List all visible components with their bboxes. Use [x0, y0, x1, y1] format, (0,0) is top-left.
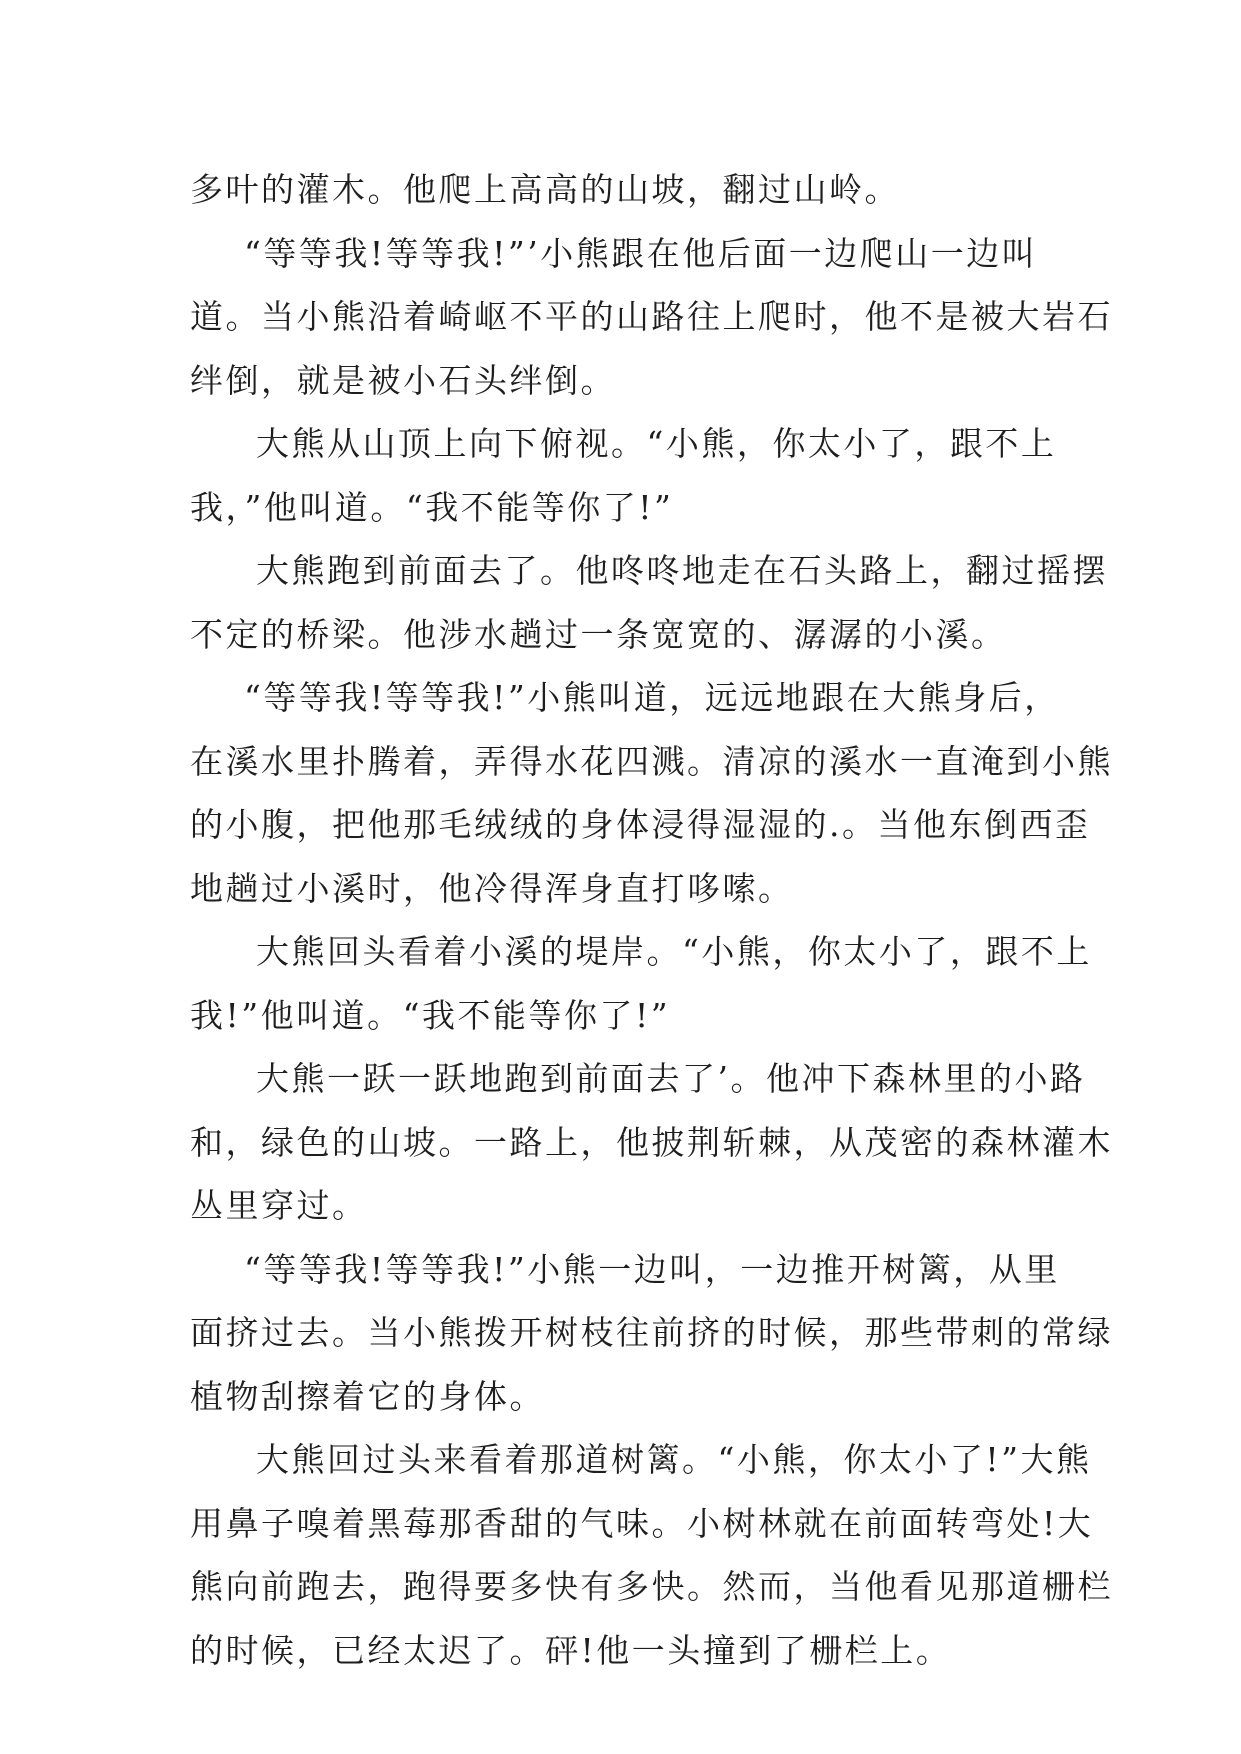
text-line: 我，”他叫道。“我不能等你了!”	[190, 487, 674, 527]
text-line: 我!”他叫道。“我不能等你了!”	[190, 995, 671, 1035]
text-line: 大熊跑到前面去了。他咚咚地走在石头路上，翻过摇摆	[256, 551, 1108, 590]
text-line: 和，绿色的山坡。一路上，他披荆斩棘，从茂密的森林灌木	[190, 1122, 1113, 1162]
text-line: 大熊一跃一跃地跑到前面去了’。他冲下森林里的小路	[256, 1059, 1086, 1098]
text-line: 多叶的灌木。他爬上高高的山坡，翻过山岭。	[190, 170, 900, 209]
text-line: 地趟过小溪时，他冷得浑身直打哆嗦。	[190, 868, 794, 908]
text-line: 大熊从山顶上向下俯视。“小熊，你太小了，跟不上	[256, 424, 1057, 463]
text-line: 大熊回过头来看着那道树篱。“小熊，你太小了!”大熊	[256, 1440, 1092, 1479]
text-line: 用鼻子嗅着黑莓那香甜的气味。小树林就在前面转弯处!大	[190, 1503, 1094, 1543]
text-line: “等等我!等等我!”小熊一边叫，一边推开树篱，从里	[244, 1249, 1060, 1289]
text-line: 道。当小熊沿着崎岖不平的山路往上爬时，他不是被大岩石	[190, 297, 1113, 336]
text-line: “等等我!等等我!”小熊叫道，远远地跟在大熊身后，	[244, 678, 1060, 717]
text-line: 熊向前跑去，跑得要多快有多快。然而，当他看见那道栅栏	[190, 1567, 1113, 1606]
text-line: 大熊回头看着小溪的堤岸。“小熊，你太小了，跟不上	[256, 932, 1092, 971]
text-line: 面挤过去。当小熊拨开树枝往前挤的时候，那些带刺的常绿	[190, 1313, 1113, 1352]
text-line: 的小腹，把他那毛绒绒的身体浸得湿湿的.。当他东倒西歪	[190, 805, 1091, 844]
story-text	[190, 158, 1113, 1682]
text-line: 在溪水里扑腾着，弄得水花四溅。清凉的溪水一直淹到小熊	[190, 741, 1113, 781]
text-line: 植物刮擦着它的身体。	[190, 1376, 545, 1416]
text-line: 绊倒，就是被小石头绊倒。	[190, 360, 616, 400]
text-line: 不定的桥梁。他涉水趟过一条宽宽的、潺潺的小溪。	[190, 614, 1007, 654]
text-line: 的时候，已经太迟了。砰!他一头撞到了栅栏上。	[190, 1630, 952, 1670]
text-line: 丛里穿过。	[190, 1186, 368, 1225]
text-line: “等等我!等等我!”’小熊跟在他后面一边爬山一边叫	[244, 233, 1038, 273]
